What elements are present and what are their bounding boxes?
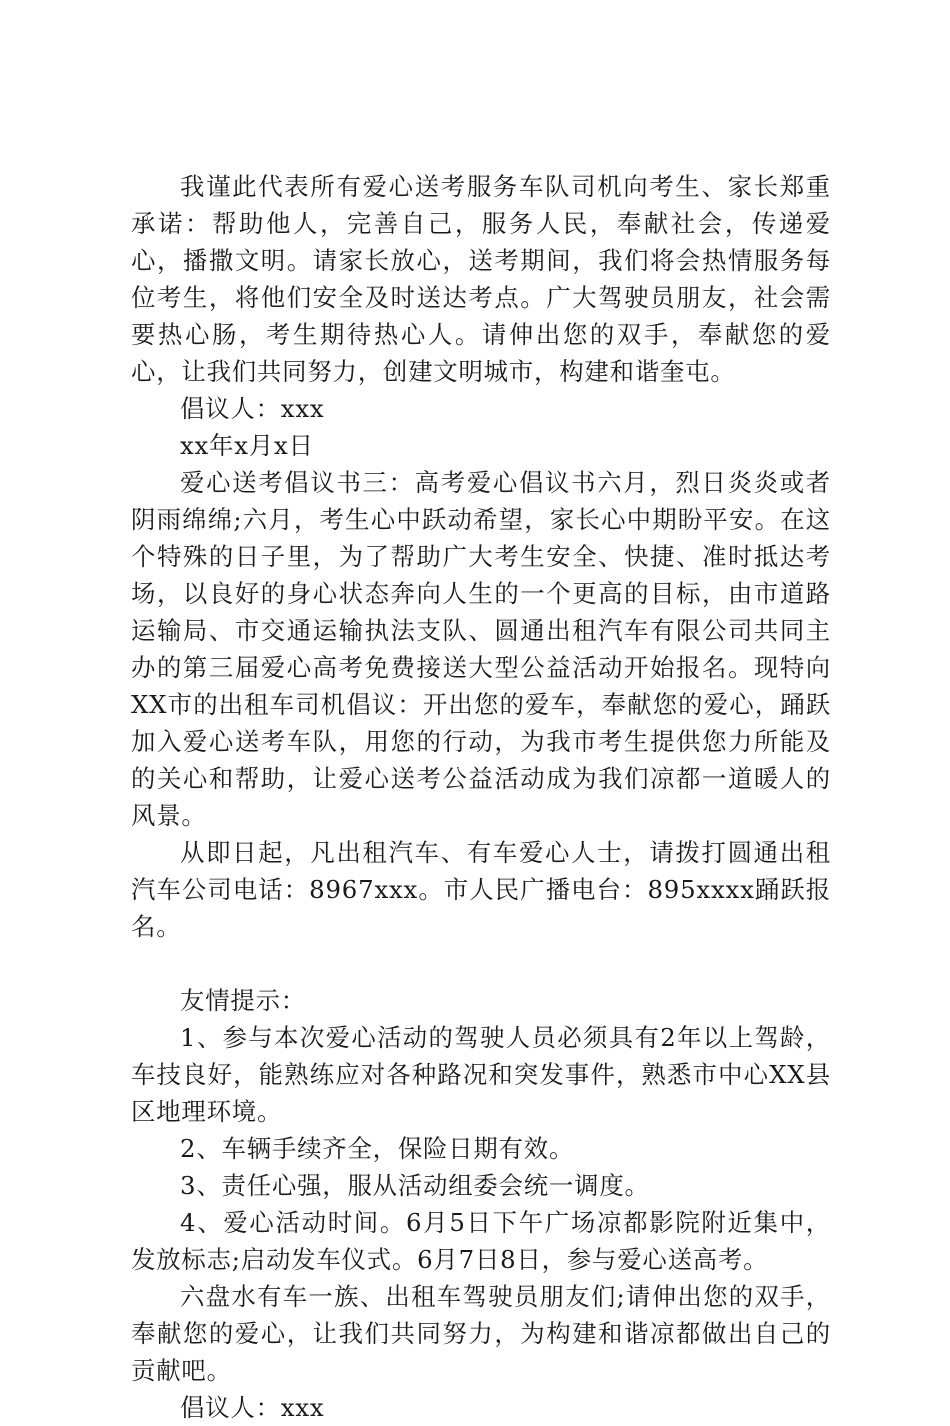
paragraph-proposal-three: 爱心送考倡议书三：高考爱心倡议书六月，烈日炎炎或者阴雨绵绵;六月，考生心中跃动希望，家长心中期盼平安。在这个特殊的日子里，为了帮助广大考生安全、快捷、准时抵达考场，以良好的身心状态奔向人生的一个更高的目标，由市道路运输局、市交通运输执法支队、圆通出租汽车有限公司共同主办的第三届爱心高考免费接送大型公益活动开始报名。现特向XX市的出租车司机倡议：开出您的爱车，奉献您的爱心，踊跃加入爱心送考车队，用您的行动，为我市考生提供您力所能及的关心和帮助，让爱心送考公益活动成为我们凉都一道暖人的风景。: [131, 468, 831, 830]
paragraph-tip-3: 3、责任心强，服从活动组委会统一调度。: [180, 1171, 650, 1200]
paragraph-tip-2: 2、车辆手续齐全，保险日期有效。: [180, 1134, 575, 1163]
paragraph-proposer: 倡议人：xxx: [180, 394, 325, 423]
paragraph-tips-heading: 友情提示：: [180, 986, 306, 1015]
paragraph-closing: 六盘水有车一族、出租车驾驶员朋友们;请伸出您的双手，奉献您的爱心，让我们共同努力，为构建和谐凉都做出自己的贡献吧。: [131, 1282, 831, 1385]
paragraph-proposer-final: 倡议人：xxx: [180, 1393, 325, 1422]
document-body: [131, 168, 831, 1426]
paragraph-date: xx年x月x日: [180, 431, 314, 460]
paragraph-tip-1: 1、参与本次爱心活动的驾驶人员必须具有2年以上驾龄，车技良好，能熟练应对各种路况和突发事件，熟悉市中心XX县区地理环境。: [131, 1023, 831, 1126]
paragraph-tip-4: 4、爱心活动时间。6月5日下午广场凉都影院附近集中，发放标志;启动发车仪式。6月7日8日，参与爱心送高考。: [131, 1208, 831, 1274]
paragraph-contact: 从即日起，凡出租汽车、有车爱心人士，请拨打圆通出租汽车公司电话：8967xxx。市人民广播电台：895xxxx踊跃报名。: [131, 838, 831, 941]
paragraph-pledge: 我谨此代表所有爱心送考服务车队司机向考生、家长郑重承诺：帮助他人，完善自己，服务人民，奉献社会，传递爱心，播撒文明。请家长放心，送考期间，我们将会热情服务每位考生，将他们安全及时送达考点。广大驾驶员朋友，社会需要热心肠，考生期待热心人。请伸出您的双手，奉献您的爱心，让我们共同努力，创建文明城市，构建和谐奎屯。: [131, 172, 831, 386]
